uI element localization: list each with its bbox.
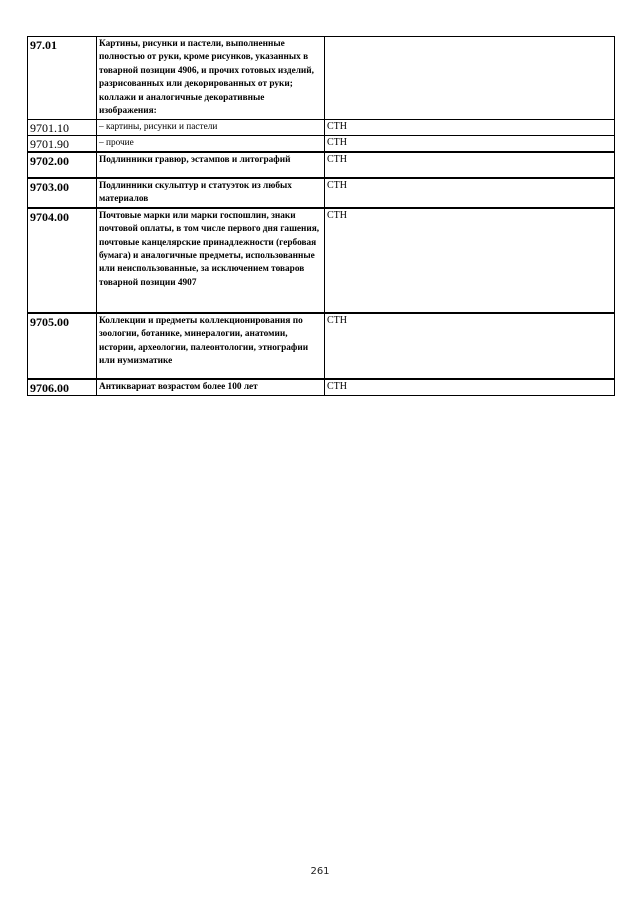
table-row [28,120,615,136]
unit-cell: СТН [325,208,615,313]
unit-cell: СТН [325,178,615,208]
table-row [28,152,615,178]
unit-cell: СТН [325,136,615,153]
description-cell: – картины, рисунки и пастели [97,120,325,136]
unit-cell: СТН [325,313,615,379]
unit-cell: СТН [325,152,615,178]
code-cell: 9705.00 [28,313,97,379]
description-cell: Подлинники гравюр, эстампов и литографий [97,152,325,178]
description-cell: Коллекции и предметы коллекционирования по зоологии, ботанике, минералогии, анатомии, истории, археологии, палеонтологии, этнографии или нумизматике [97,313,325,379]
code-cell: 9702.00 [28,152,97,178]
page-number: 261 [310,866,330,877]
description-cell: Подлинники скульптур и статуэток из любых материалов [97,178,325,208]
table-row [28,313,615,379]
description-cell: – прочие [97,136,325,153]
table-row [28,37,615,120]
table-row [28,178,615,208]
description-cell: Антиквариат возрастом более 100 лет [97,379,325,396]
tariff-table [27,36,615,396]
description-cell: Картины, рисунки и пастели, выполненные полностью от руки, кроме рисунков, указанных в товарной позиции 4906, и прочих готовых изделий, разрисованных или декорированных от руки; коллажи и аналогичные декоративные изображения: [97,37,325,120]
description-cell: Почтовые марки или марки госпошлин, знаки почтовой оплаты, в том числе первого дня гашения, почтовые канцелярские принадлежности (гербовая бумага) и аналогичные предметы, использованные или неиспользованные, за исключением товаров товарной позиции 4907 [97,208,325,313]
unit-cell: СТН [325,120,615,136]
unit-cell [325,37,615,120]
code-cell: 9706.00 [28,379,97,396]
unit-cell: СТН [325,379,615,396]
table-row [28,379,615,396]
table-row [28,208,615,313]
code-cell: 9704.00 [28,208,97,313]
code-cell: 9701.10 [28,120,97,136]
code-cell: 9701.90 [28,136,97,153]
code-cell: 97.01 [28,37,97,120]
table-row [28,136,615,153]
code-cell: 9703.00 [28,178,97,208]
